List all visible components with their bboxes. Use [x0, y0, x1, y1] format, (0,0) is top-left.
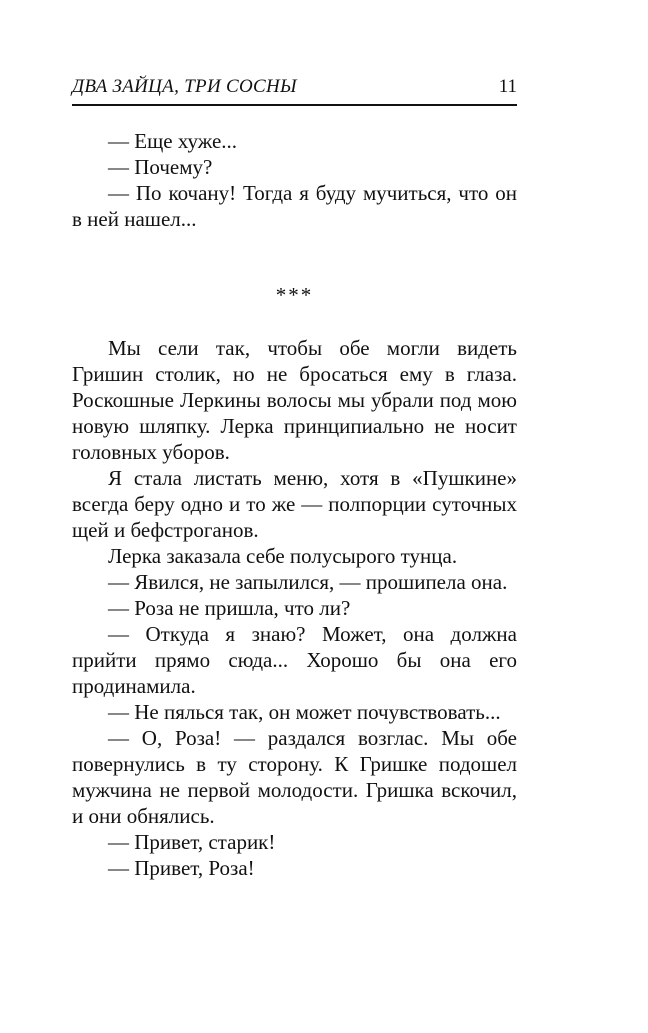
dialogue-line: — Не пялься так, он может почувствовать... — [108, 700, 501, 724]
top-dialogue-block — [72, 128, 517, 232]
running-title: ДВА ЗАЙЦА, ТРИ СОСНЫ — [72, 76, 297, 97]
paragraph: Лерка заказала себе полусырого тунца. — [108, 544, 458, 568]
dialogue-line: — Роза не пришла, что ли? — [108, 596, 351, 620]
paragraph: Я стала листать меню, хотя в «Пушкине» всегда беру одно и то же — полпорции суточных щей и бефстроганов. — [72, 466, 517, 542]
main-text-block — [72, 335, 517, 881]
dialogue-line: — Привет, Роза! — [108, 856, 255, 880]
header-rule — [72, 104, 517, 106]
section-divider: *** — [275, 283, 314, 307]
dialogue-line: — Еще хуже... — [108, 129, 238, 153]
dialogue-line: — По кочану! Тогда я буду мучиться, что он в ней нашел... — [72, 181, 517, 231]
dialogue-line: — Почему? — [108, 155, 213, 179]
paragraph: Мы сели так, чтобы обе могли видеть Гришин столик, но не бросаться ему в глаза. Роскошные Леркины волосы мы убрали под мою новую шляпку. Лерка принципиально не носит головных уборов. — [72, 336, 517, 464]
dialogue-line: — Явился, не запылился, — прошипела она. — [108, 570, 508, 594]
dialogue-line: — Откуда я знаю? Может, она должна прийти прямо сюда... Хорошо бы она его продинамила. — [72, 622, 517, 698]
dialogue-line: — Привет, старик! — [108, 830, 276, 854]
running-head — [72, 76, 517, 102]
page-number: 11 — [498, 76, 517, 97]
dialogue-line: — О, Роза! — раздался возглас. Мы обе повернулись в ту сторону. К Гришке подошел мужчина не первой молодости. Гришка вскочил, и они обнялись. — [72, 726, 517, 828]
